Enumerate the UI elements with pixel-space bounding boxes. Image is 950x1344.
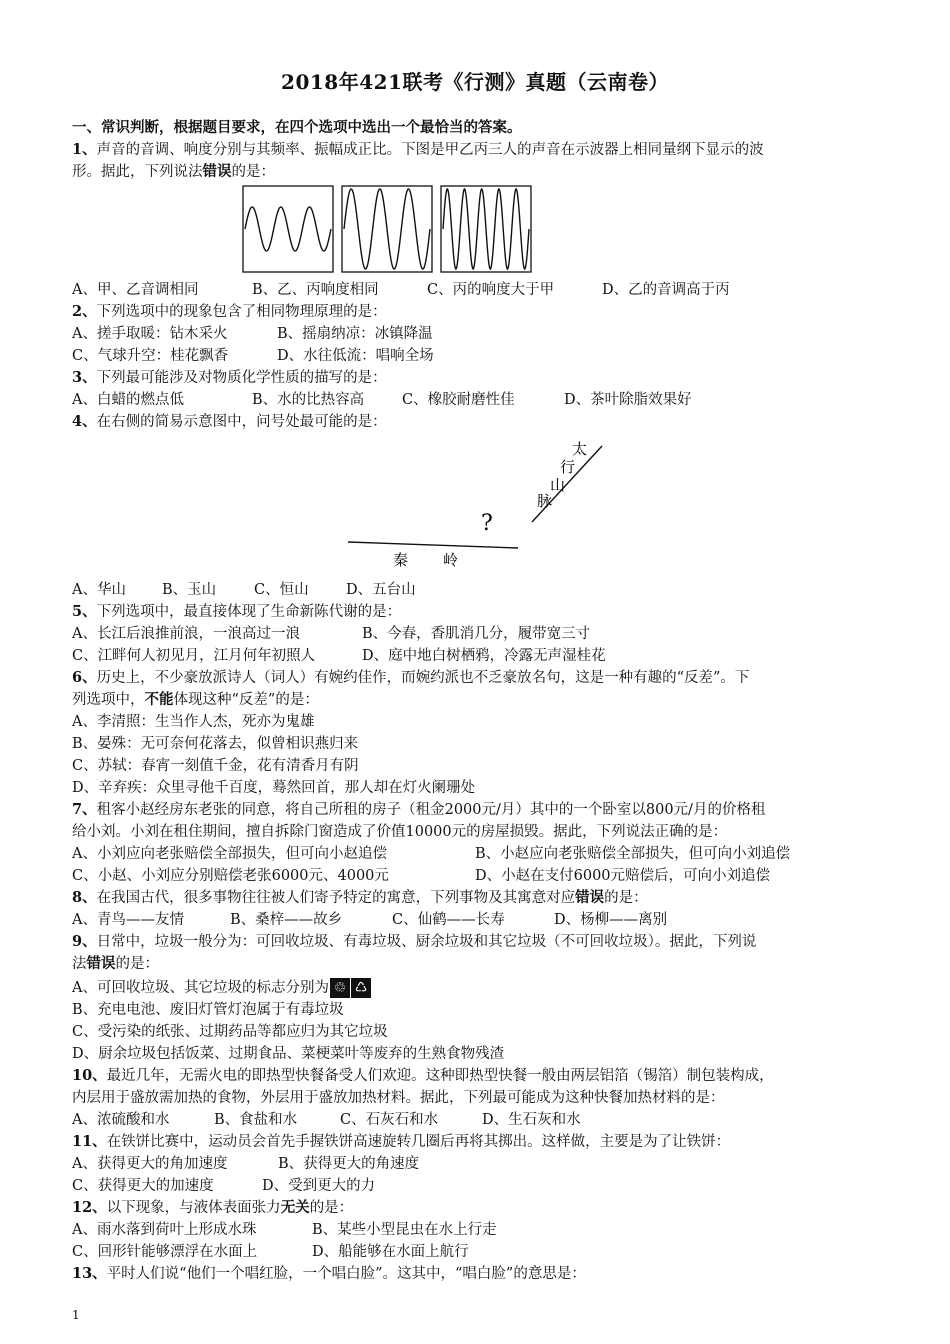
option-a[interactable]: A、李清照：生当作人杰，死亦为鬼雄 — [72, 714, 315, 730]
question-text: 列选项中， — [72, 692, 145, 708]
page-title: 2018年421联考《行测》真题（云南卷） — [281, 70, 669, 94]
question-4 — [72, 411, 387, 433]
question-number: 13、 — [72, 1265, 107, 1282]
option-d[interactable]: D、厨余垃圾包括饭菜、过期食品、菜梗菜叶等废弃的生熟食物残渣 — [72, 1046, 505, 1062]
option-d[interactable]: D、杨柳——离别 — [554, 912, 668, 928]
question-7-options-row2 — [72, 865, 770, 887]
question-text: 形。据此，下列说法 — [72, 164, 203, 180]
option-c[interactable]: C、丙的响度大于甲 — [427, 282, 555, 298]
question-number: 4、 — [72, 413, 97, 430]
option-d[interactable]: D、船能够在水面上航行 — [312, 1244, 469, 1260]
question-1 — [72, 139, 764, 161]
option-b[interactable]: B、获得更大的角速度 — [278, 1156, 420, 1172]
option-b[interactable]: B、食盐和水 — [214, 1112, 298, 1128]
question-text: 体现这种“反差”的是： — [173, 692, 319, 708]
qinling-label-2: 岭 — [443, 551, 459, 569]
question-13 — [72, 1263, 586, 1285]
option-b[interactable]: B、某些小型昆虫在水上行走 — [312, 1222, 497, 1238]
taihang-label-1: 太 — [572, 440, 588, 458]
question-6 — [72, 667, 749, 689]
question-9-cont — [72, 953, 159, 975]
question-number: 3、 — [72, 369, 97, 386]
option-a[interactable]: A、获得更大的角加速度 — [72, 1156, 228, 1172]
question-5-options-row1 — [72, 623, 590, 645]
question-text: 的是： — [604, 890, 648, 906]
question-text: 的是： — [231, 164, 275, 180]
question-text: 在我国古代，很多事物往往被人们寄予特定的寓意，下列事物及其寓意对应 — [96, 890, 576, 906]
map-sketch — [340, 438, 620, 573]
other-waste-icon: ♺ — [351, 978, 371, 998]
emphasis-text: 无关 — [280, 1199, 310, 1216]
question-number: 5、 — [72, 603, 97, 620]
question-2-options-row2 — [72, 345, 434, 367]
option-b[interactable]: B、摇扇纳凉：冰镇降温 — [277, 326, 433, 342]
question-12-options-row2 — [72, 1241, 469, 1263]
option-a[interactable]: A、搓手取暖：钻木采火 — [72, 326, 228, 342]
question-number: 7、 — [72, 801, 97, 818]
emphasis-text: 错误 — [86, 955, 116, 972]
option-b[interactable]: B、水的比热容高 — [252, 392, 365, 408]
question-number: 1、 — [72, 141, 97, 158]
option-b[interactable]: B、充电电池、废旧灯管灯泡属于有毒垃圾 — [72, 1002, 344, 1018]
question-8 — [72, 887, 648, 909]
option-b[interactable]: B、晏殊：无可奈何花落去，似曾相识燕归来 — [72, 736, 359, 752]
question-text: 租客小赵经房东老张的同意，将自己所租的房子（租金2000元/月）其中的一个卧室以800元/月的价格租 — [96, 802, 766, 818]
question-8-options — [72, 909, 667, 931]
question-text: 下列选项中，最直接体现了生命新陈代谢的是： — [96, 604, 402, 620]
taihang-label-3: 山 — [550, 476, 566, 494]
option-c[interactable]: C、苏轼：春宵一刻值千金，花有清香月有阴 — [72, 758, 359, 774]
page-number: 1 — [72, 1308, 80, 1322]
question-11-options-row1 — [72, 1153, 419, 1175]
question-12-options-row1 — [72, 1219, 497, 1241]
question-3-options — [72, 389, 692, 411]
question-number: 12、 — [72, 1199, 107, 1216]
question-text: 声音的音调、响度分别与其频率、振幅成正比。下图是甲乙丙三人的声音在示波器上相同量纲下显示的波 — [96, 142, 764, 158]
question-5 — [72, 601, 401, 623]
option-c[interactable]: C、江畔何人初见月，江月何年初照人 — [72, 648, 316, 664]
question-9-option-a-row — [72, 977, 371, 999]
section-heading: 一、常识判断，根据题目要求，在四个选项中选出一个最恰当的答案。 — [72, 119, 522, 136]
question-text: 在铁饼比赛中，运动员会首先手握铁饼高速旋转几圈后再将其掷出。这样做，主要是为了让铁饼： — [106, 1134, 731, 1150]
recycle-icon: ♲ — [330, 978, 350, 998]
question-mark-label: ? — [481, 511, 493, 536]
option-c[interactable]: C、小赵、小刘应分别赔偿老张6000元、4000元 — [72, 868, 389, 884]
option-d[interactable]: D、乙的音调高于丙 — [602, 282, 730, 298]
question-text: 以下现象，与液体表面张力 — [106, 1200, 281, 1216]
option-c[interactable]: C、受污染的纸张、过期药品等都应归为其它垃圾 — [72, 1024, 388, 1040]
question-10 — [72, 1065, 774, 1087]
emphasis-text: 错误 — [575, 889, 605, 906]
option-c[interactable]: C、恒山 — [254, 582, 309, 598]
option-d[interactable]: D、五台山 — [346, 582, 416, 598]
question-4-options — [72, 579, 416, 601]
option-b[interactable]: B、今春，香肌消几分，履带宽三寸 — [362, 626, 591, 642]
option-d[interactable]: D、小赵在支付6000元赔偿后，可向小刘追偿 — [475, 868, 771, 884]
qinling-label-1: 秦 — [393, 551, 409, 569]
question-text: 平时人们说“他们一个唱红脸，一个唱白脸”。这其中，“唱白脸”的意思是： — [106, 1266, 586, 1282]
question-11 — [72, 1131, 730, 1153]
option-a[interactable]: A、华山 — [72, 582, 126, 598]
option-c[interactable]: C、仙鹤——长寿 — [392, 912, 505, 928]
question-11-options-row2 — [72, 1175, 375, 1197]
question-text: 下列选项中的现象包含了相同物理原理的是： — [96, 304, 387, 320]
option-d[interactable]: D、生石灰和水 — [482, 1112, 581, 1128]
question-text: 最近几年，无需火电的即热型快餐备受人们欢迎。这种即热型快餐一般由两层铝箔（锡箔）制包装构成， — [106, 1068, 774, 1084]
qinling-mountain-line — [348, 542, 518, 548]
question-text: 法 — [72, 956, 87, 972]
option-a[interactable]: A、白蜡的燃点低 — [72, 392, 184, 408]
option-c[interactable]: C、橡胶耐磨性佳 — [402, 392, 515, 408]
taihang-label-4: 脉 — [537, 492, 553, 510]
option-a[interactable]: A、长江后浪推前浪，一浪高过一浪 — [72, 626, 300, 642]
question-text: 在右侧的简易示意图中，问号处最可能的是： — [96, 414, 387, 430]
option-c[interactable]: C、气球升空：桂花飘香 — [72, 348, 229, 364]
question-9 — [72, 931, 756, 953]
option-b[interactable]: B、乙、丙响度相同 — [252, 282, 379, 298]
option-d[interactable]: D、茶叶除脂效果好 — [564, 392, 692, 408]
question-1-options — [72, 279, 730, 301]
question-number: 9、 — [72, 933, 97, 950]
question-2 — [72, 301, 387, 323]
question-number: 8、 — [72, 889, 97, 906]
option-d[interactable]: D、辛弃疾：众里寻他千百度，蓦然回首，那人却在灯火阑珊处 — [72, 780, 476, 796]
option-d[interactable]: D、水往低流：唱响全场 — [277, 348, 434, 364]
option-d[interactable]: D、庭中地白树栖鸦，冷露无声湿桂花 — [362, 648, 606, 664]
emphasis-text: 不能 — [144, 691, 174, 708]
question-10-cont: 内层用于盛放需加热的食物，外层用于盛放加热材料。据此，下列最可能成为这种快餐加热材料的是： — [72, 1090, 725, 1106]
question-text: 的是： — [309, 1200, 354, 1216]
question-2-options-row1 — [72, 323, 433, 345]
question-7-cont: 给小刘。小刘在租住期间，擅自拆除门窗造成了价值10000元的房屋损毁。据此，下列说法正确的是： — [72, 824, 728, 840]
option-a[interactable]: A、青鸟——友情 — [72, 912, 184, 928]
option-c[interactable]: C、石灰石和水 — [340, 1112, 439, 1128]
oscilloscope-figure — [242, 184, 534, 274]
emphasis-text: 错误 — [202, 163, 232, 180]
question-text: 日常中，垃圾一般分为：可回收垃圾、有毒垃圾、厨余垃圾和其它垃圾（不可回收垃圾）。据此，下列说 — [96, 934, 757, 950]
option-c[interactable]: C、回形针能够漂浮在水面上 — [72, 1244, 258, 1260]
option-b[interactable]: B、桑梓——故乡 — [230, 912, 343, 928]
taihang-label-2: 行 — [560, 458, 576, 476]
question-10-options — [72, 1109, 581, 1131]
question-text: 历史上，不少豪放派诗人（词人）有婉约佳作，而婉约派也不乏豪放名句，这是一种有趣的“反差”。下 — [96, 670, 750, 686]
option-a[interactable]: A、甲、乙音调相同 — [72, 282, 199, 298]
question-number: 6、 — [72, 669, 97, 686]
question-text: 下列最可能涉及对物质化学性质的描写的是： — [96, 370, 387, 386]
option-c[interactable]: C、获得更大的加速度 — [72, 1178, 214, 1194]
question-number: 2、 — [72, 303, 97, 320]
option-a[interactable]: A、雨水落到荷叶上形成水珠 — [72, 1222, 257, 1238]
question-1-cont — [72, 161, 275, 183]
question-number: 10、 — [72, 1067, 107, 1084]
option-a[interactable]: A、可回收垃圾、其它垃圾的标志分别为 — [72, 980, 329, 996]
question-text: 的是： — [115, 956, 159, 972]
question-5-options-row2 — [72, 645, 606, 667]
question-number: 11、 — [72, 1133, 107, 1150]
question-12 — [72, 1197, 353, 1219]
option-d[interactable]: D、受到更大的力 — [262, 1178, 376, 1194]
option-a[interactable]: A、浓硫酸和水 — [72, 1112, 170, 1128]
option-b[interactable]: B、玉山 — [162, 582, 217, 598]
question-7-options-row1 — [72, 843, 790, 865]
question-6-cont — [72, 689, 319, 711]
option-a[interactable]: A、小刘应向老张赔偿全部损失，但可向小赵追偿 — [72, 846, 387, 862]
option-b[interactable]: B、小赵应向老张赔偿全部损失，但可向小刘追偿 — [475, 846, 791, 862]
question-7 — [72, 799, 765, 821]
question-3 — [72, 367, 387, 389]
